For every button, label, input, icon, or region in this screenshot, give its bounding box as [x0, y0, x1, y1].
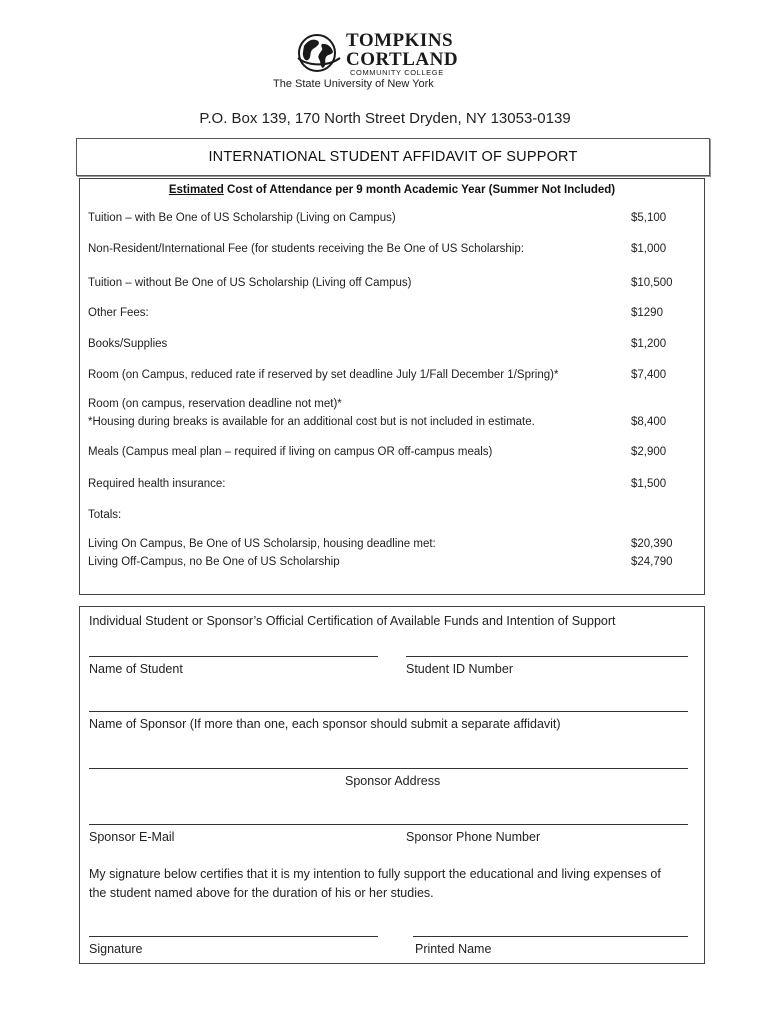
total-row-label: Living On Campus, Be One of US Scholarsip, housing deadline met: [88, 538, 436, 550]
cost-row-value: $10,500 [631, 277, 673, 289]
total-row-value: $20,390 [631, 538, 673, 550]
cost-row-label: Required health insurance: [88, 478, 226, 490]
cost-heading-underlined: Estimated [168, 184, 224, 196]
cost-heading-text: Cost of Attendance per 9 month Academic Year (Summer Not Included) [223, 184, 616, 196]
sponsor-address-label: Sponsor Address [345, 774, 441, 788]
cost-row-value: $1,000 [631, 243, 667, 255]
printed-name-line[interactable] [413, 936, 688, 937]
sponsor-contact-line[interactable] [89, 824, 688, 825]
cost-heading [80, 184, 704, 196]
logo-text-line2: CORTLAND [346, 49, 459, 70]
globe-icon [296, 32, 342, 74]
cost-row-value: $2,900 [631, 446, 667, 458]
signature-label: Signature [89, 942, 143, 956]
cost-row-label: *Housing during breaks is available for an additional cost but is not included in estimate. [88, 416, 535, 428]
cost-row-label: Meals (Campus meal plan – required if living on campus OR off-campus meals) [88, 446, 493, 458]
sponsor-phone-label: Sponsor Phone Number [406, 830, 541, 844]
cost-row-label: Tuition – without Be One of US Scholarship (Living off Campus) [88, 277, 412, 289]
student-id-line[interactable] [406, 656, 688, 657]
cost-row-label: Room (on campus, reservation deadline not met)* [88, 398, 342, 410]
student-name-line[interactable] [89, 656, 378, 657]
printed-name-label: Printed Name [415, 942, 492, 956]
cost-row-label: Tuition – with Be One of US Scholarship (Living on Campus) [88, 212, 396, 224]
cost-of-attendance-box [79, 178, 705, 595]
cost-row-value: $1,500 [631, 478, 667, 490]
form-title-box [76, 138, 710, 176]
cost-row-value: $1290 [631, 307, 663, 319]
college-address: P.O. Box 139, 170 North Street Dryden, NY 13053-0139 [199, 110, 571, 127]
logo-text-line1: TOMPKINS [346, 30, 454, 51]
total-row-value: $24,790 [631, 556, 673, 568]
logo-tagline: The State University of New York [273, 78, 434, 90]
certification-box [79, 606, 705, 964]
sponsor-email-label: Sponsor E-Mail [89, 830, 175, 844]
statement-line-1: My signature below certifies that it is my intention to fully support the educational and living expenses of [89, 867, 661, 881]
logo-text-line3: COMMUNITY COLLEGE [350, 68, 444, 77]
cost-row-label: Non-Resident/International Fee (for students receiving the Be One of US Scholarship: [88, 243, 524, 255]
totals-label: Totals: [88, 509, 122, 521]
certification-heading: Individual Student or Sponsor’s Official Certification of Available Funds and Intention of Support [89, 614, 616, 628]
cost-row-value: $5,100 [631, 212, 667, 224]
signature-line[interactable] [89, 936, 378, 937]
total-row-label: Living Off-Campus, no Be One of US Scholarship [88, 556, 340, 568]
cost-row-value: $1,200 [631, 338, 667, 350]
college-logo [273, 30, 496, 92]
cost-row-value: $8,400 [631, 416, 667, 428]
student-id-label: Student ID Number [406, 662, 513, 676]
sponsor-name-line[interactable] [89, 711, 688, 712]
cost-row-label: Room (on Campus, reduced rate if reserved by set deadline July 1/Fall December 1/Spring)* [88, 369, 559, 381]
statement-line-2: the student named above for the duration of his or her studies. [89, 886, 434, 900]
student-name-label: Name of Student [89, 662, 183, 676]
cost-row-label: Other Fees: [88, 307, 149, 319]
sponsor-name-label: Name of Sponsor (If more than one, each sponsor should submit a separate affidavit) [89, 717, 561, 731]
cost-row-value: $7,400 [631, 369, 667, 381]
form-title: INTERNATIONAL STUDENT AFFIDAVIT OF SUPPORT [208, 149, 578, 165]
cost-row-label: Books/Supplies [88, 338, 168, 350]
sponsor-address-line[interactable] [89, 768, 688, 769]
